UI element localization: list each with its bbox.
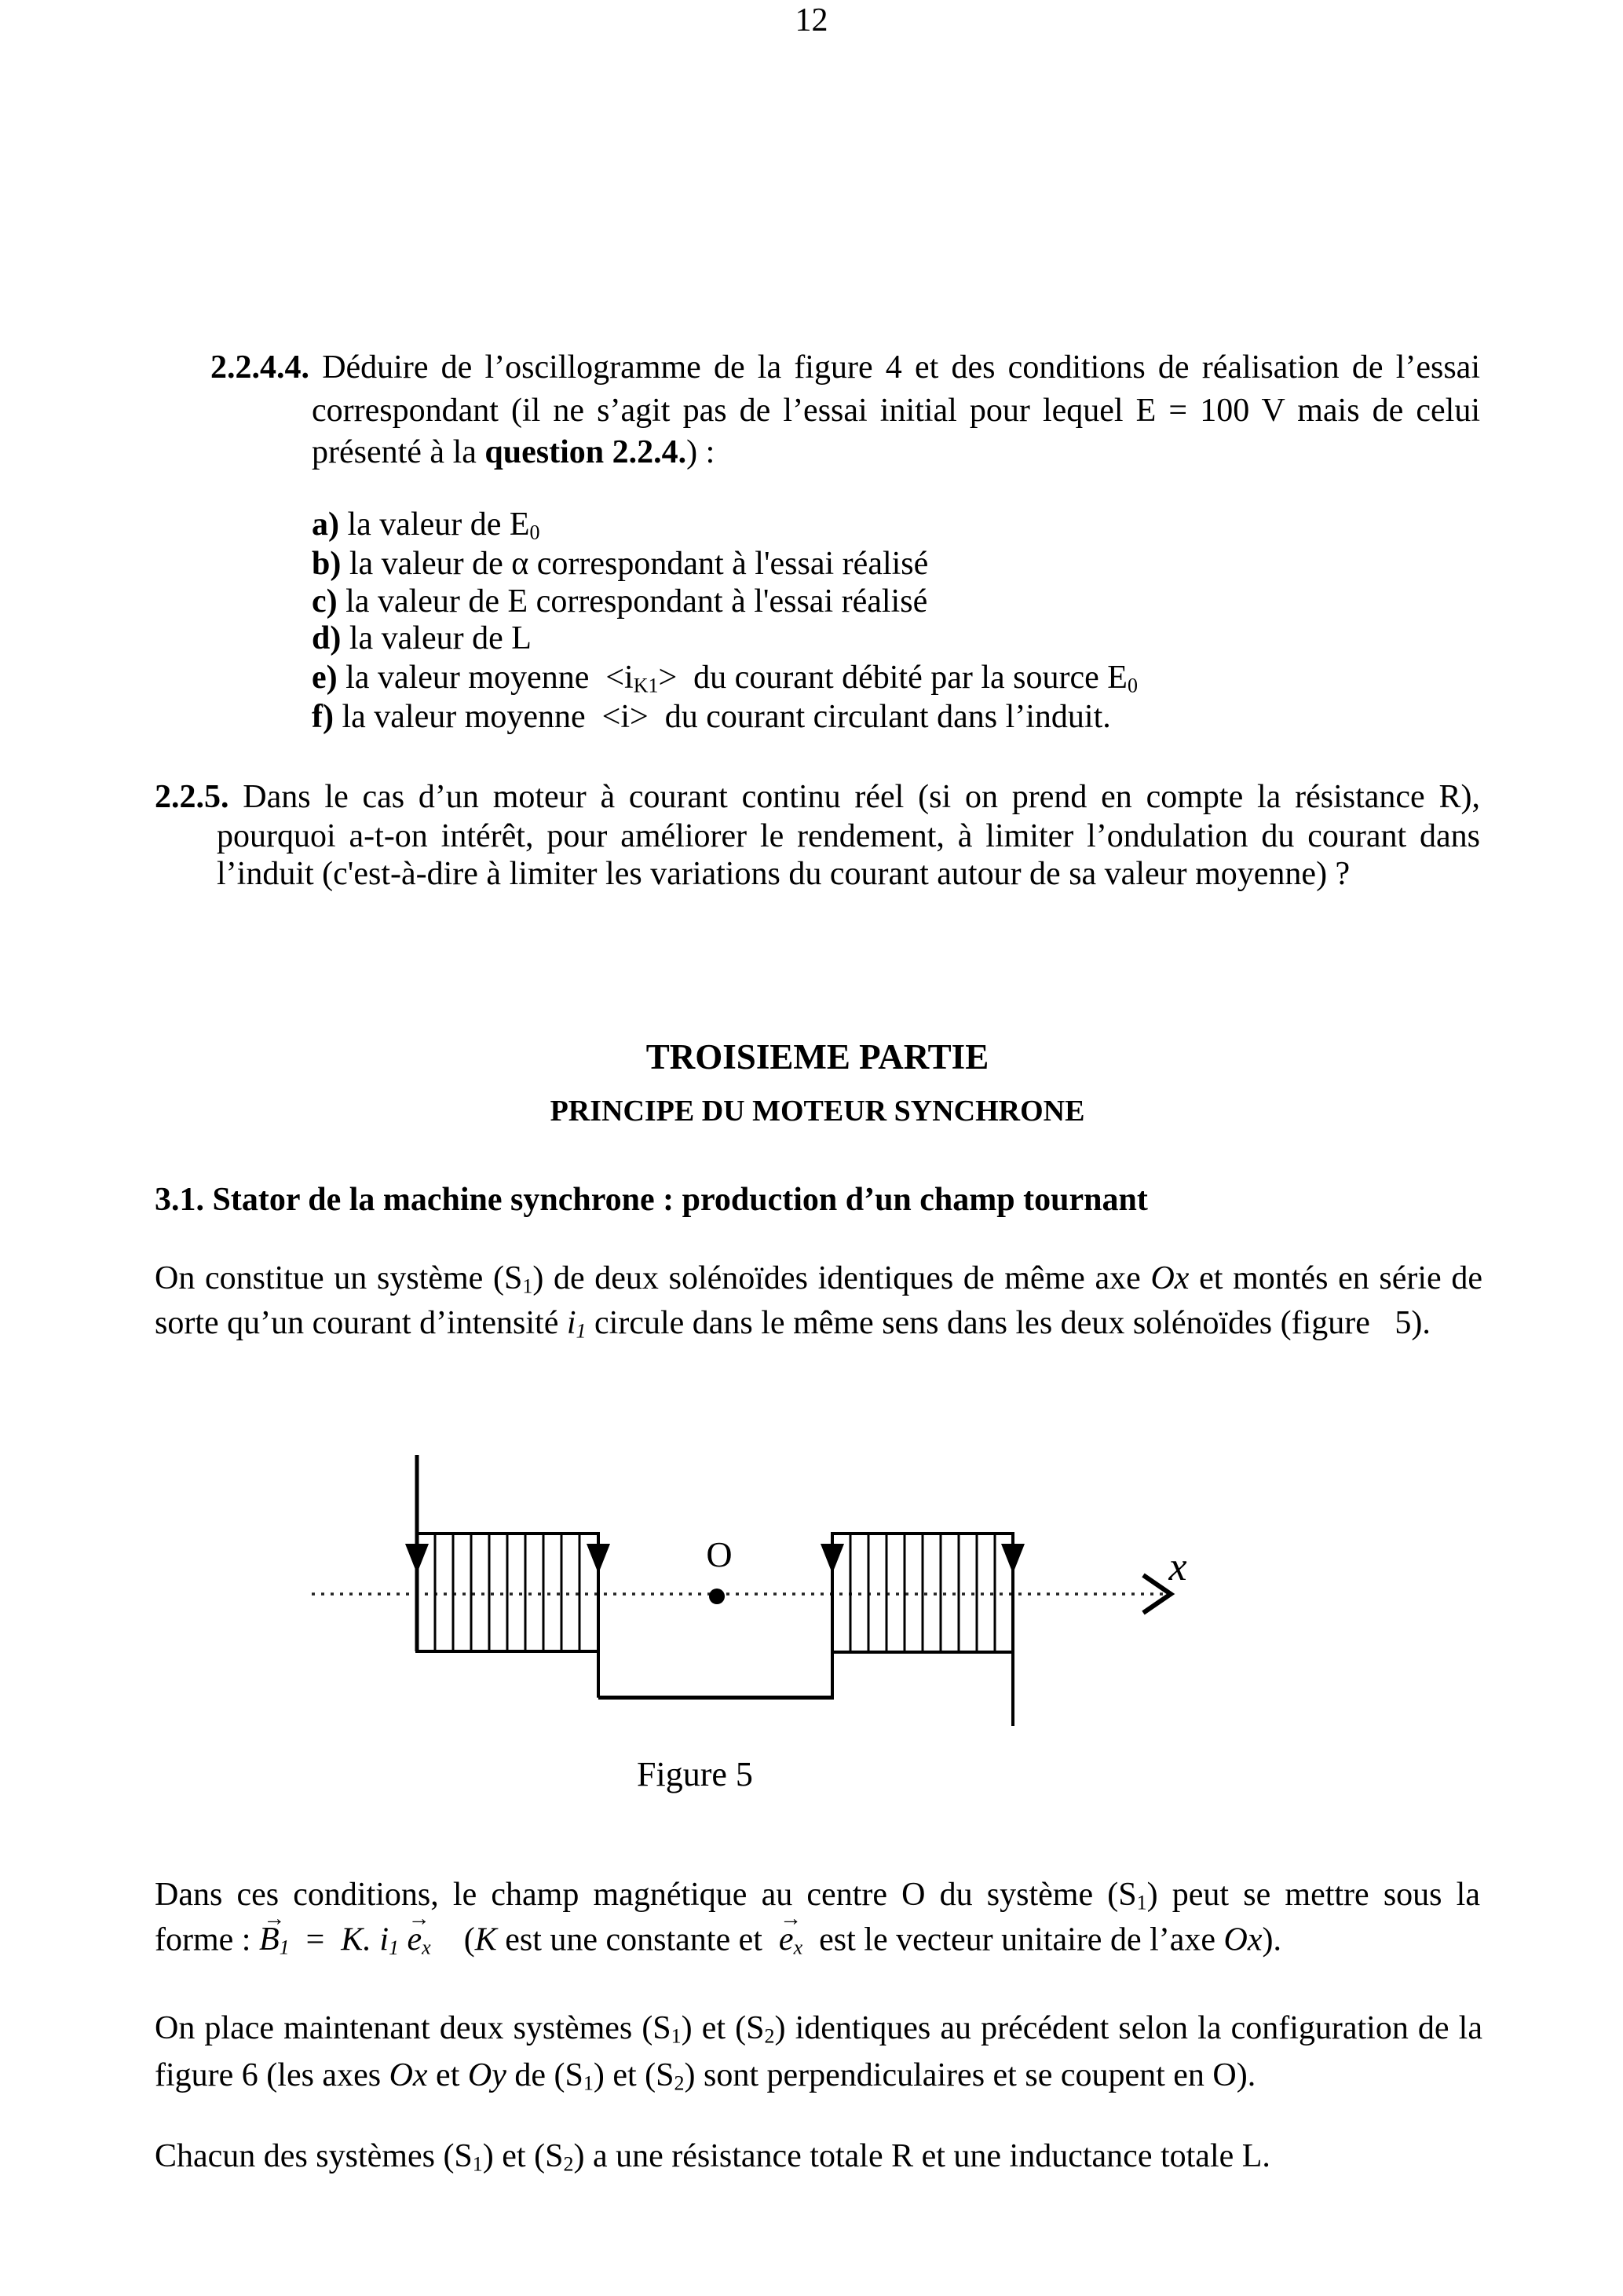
question-2244-line3: présenté à la question 2.2.4.) :: [312, 434, 715, 470]
list-item-c: c) la valeur de E correspondant à l'essai réalisé: [312, 583, 928, 620]
question-225-number: 2.2.5.: [155, 779, 229, 815]
vector-arrow-icon: →: [408, 1907, 430, 1931]
vector-B1: → $B_1$: [258, 1907, 290, 1960]
section-31-heading: 3.1. Stator de la machine synchrone : production d’un champ tournant: [155, 1182, 1148, 1218]
vector-ex: → $e_x$: [778, 1907, 803, 1960]
current-direction-arrow: [821, 1544, 844, 1574]
page-number: 12: [795, 2, 828, 38]
list-item-a: a) la valeur de $E_0$: [312, 506, 540, 544]
paragraph-champ-line1: Dans ces conditions, le champ magnétique au centre O du système $(S_1)$ peut se mettre sous la: [155, 1877, 1480, 1914]
question-2244-line1: 2.2.4.4. Déduire de l’oscillogramme de la figure 4 et des conditions de réalisation de l’essai: [210, 349, 1480, 386]
solenoid-left: [405, 1534, 610, 1698]
paragraph-champ-line2: forme : → $B_1$ = K. $i_1$ → $e_x$ (K est une constante et → $e_x$ est le vecteur unitaire de l’axe Ox).: [155, 1907, 1282, 1960]
figure-5-diagram: [0, 1413, 1623, 1775]
vector-arrow-icon: →: [780, 1907, 802, 1931]
list-item-b: b) la valeur de α correspondant à l'essai réalisé: [312, 546, 929, 582]
current-direction-arrow: [587, 1544, 610, 1574]
solenoid-right: [821, 1534, 1025, 1698]
question-2244-line2: correspondant (il ne s’agit pas de l’essai initial pour lequel E = 100 V mais de celui: [312, 393, 1480, 429]
vector-arrow-icon: →: [263, 1907, 286, 1931]
current-direction-arrow: [405, 1544, 429, 1574]
list-item-f: f) la valeur moyenne <i> du courant circulant dans l’induit.: [312, 699, 1111, 735]
origin-label: O: [706, 1534, 733, 1574]
part3-subtitle: PRINCIPE DU MOTEUR SYNCHRONE: [550, 1095, 1085, 1128]
question-2244-number: 2.2.4.4.: [210, 349, 309, 386]
paragraph-constitue-line2: sorte qu’un courant d’intensité $i_1$ circule dans le même sens dans les deux solénoïdes (figure 5).: [155, 1305, 1431, 1343]
vector-ex: → $e_x$: [407, 1907, 431, 1960]
question-225-line1: 2.2.5. Dans le cas d’un moteur à courant continu réel (si on prend en compte la résistance R),: [155, 779, 1480, 815]
paragraph-constitue-line1: On constitue un système $(S_1)$ de deux solénoïdes identiques de même axe Ox et montés en série de: [155, 1260, 1482, 1298]
paragraph-chacun: Chacun des systèmes $(S_1)$ et $(S_2)$ a une résistance totale R et une inductance totale L.: [155, 2138, 1270, 2176]
paragraph-place-line2: figure 6 (les axes Ox et Oy de $(S_1)$ et $(S_2)$ sont perpendiculaires et se coupent en O).: [155, 2057, 1256, 2095]
x-axis-arrow-icon: [1143, 1575, 1171, 1613]
x-axis-label: x: [1168, 1545, 1187, 1589]
list-item-e: e) la valeur moyenne $<i_{K1}>$ du courant débité par la source $E_0$: [312, 660, 1138, 697]
question-225-line2: pourquoi a-t-on intérêt, pour améliorer le rendement, à limiter l’ondulation du courant dans: [217, 818, 1480, 854]
part3-title: TROISIEME PARTIE: [645, 1037, 989, 1077]
paragraph-place-line1: On place maintenant deux systèmes $(S_1)$ et $(S_2)$ identiques au précédent selon la configuration de la: [155, 2010, 1482, 2048]
question-225-line3: l’induit (c'est-à-dire à limiter les variations du courant autour de sa valeur moyenne) ?: [217, 856, 1351, 892]
origin-dot: [709, 1589, 725, 1604]
current-direction-arrow: [1001, 1544, 1025, 1574]
figure-5-caption: Figure 5: [637, 1755, 753, 1793]
list-item-d: d) la valeur de L: [312, 620, 532, 656]
